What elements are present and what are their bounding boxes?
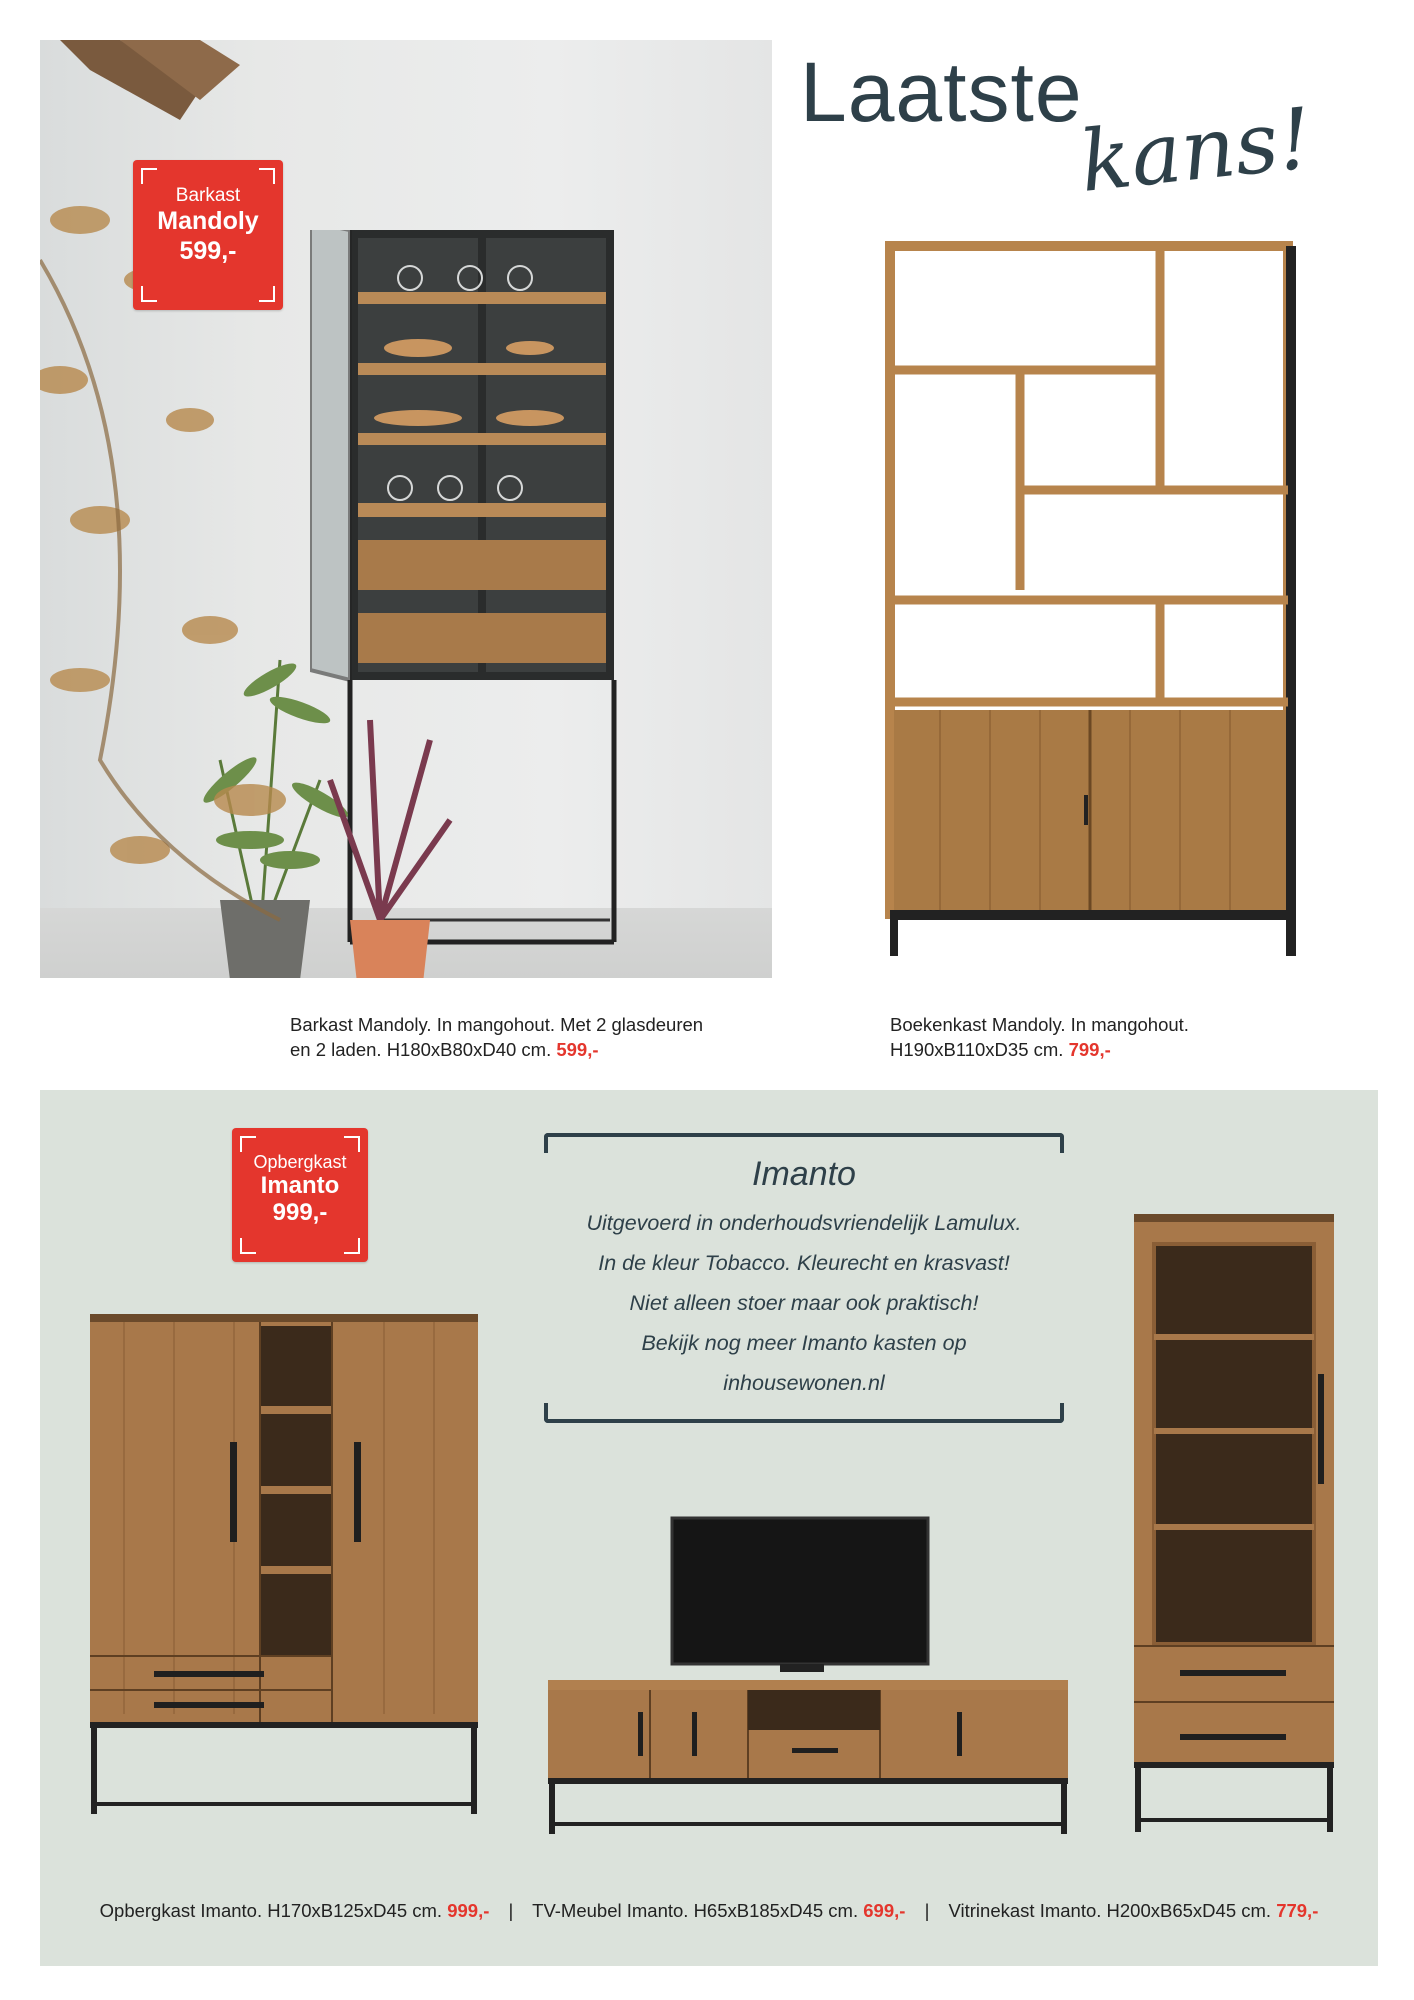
imanto-line: Uitgevoerd in onderhoudsvriendelijk Lamulux.	[586, 1211, 1022, 1235]
imanto-line: inhousewonen.nl	[723, 1371, 885, 1395]
tv-meubel-imanto-image	[540, 1512, 1080, 1842]
caption-separator: |	[924, 1900, 930, 1921]
vitrinekast-imanto-image	[1120, 1214, 1350, 1840]
boekenkast-desc-line1: Boekenkast Mandoly. In mangohout.	[890, 1014, 1189, 1035]
vitrinekast-caption: Vitrinekast Imanto. H200xB65xD45 cm.	[948, 1900, 1272, 1921]
barkast-desc-line1: Barkast Mandoly. In mangohout. Met 2 glasdeuren	[290, 1014, 704, 1035]
boekenkast-desc-line2: H190xB110xD35 cm.	[890, 1039, 1064, 1060]
boekenkast-mandoly-image	[880, 240, 1320, 980]
badge-price: 599,-	[179, 237, 237, 265]
tv-meubel-price: 699,-	[863, 1900, 906, 1921]
imanto-info-box	[544, 1133, 1064, 1423]
barkast-description	[290, 1012, 703, 1062]
barkast-desc-line2: en 2 laden. H180xB80xD40 cm.	[290, 1039, 552, 1060]
badge-type: Opbergkast	[253, 1152, 347, 1172]
imanto-line: In de kleur Tobacco. Kleurecht en krasvast!	[598, 1251, 1010, 1275]
imanto-line: Niet alleen stoer maar ook praktisch!	[629, 1291, 979, 1315]
badge-type: Barkast	[175, 185, 241, 206]
imanto-line: Bekijk nog meer Imanto kasten op	[641, 1331, 967, 1355]
badge-name: Mandoly	[157, 207, 259, 235]
barkast-price: 599,-	[556, 1039, 599, 1060]
badge-name: Imanto	[260, 1172, 340, 1199]
boekenkast-price: 799,-	[1068, 1039, 1111, 1060]
heading-laatste: Laatste	[800, 45, 1083, 139]
imanto-title: Imanto	[752, 1155, 856, 1193]
boekenkast-description	[890, 1012, 1189, 1062]
opbergkast-caption: Opbergkast Imanto. H170xB125xD45 cm.	[99, 1900, 443, 1921]
opbergkast-price: 999,-	[447, 1900, 490, 1921]
opbergkast-imanto-image	[84, 1314, 484, 1834]
bottom-captions	[40, 1900, 1378, 1922]
badge-price: 999,-	[272, 1199, 328, 1226]
price-badge-imanto	[232, 1128, 368, 1262]
tv-meubel-caption: TV-Meubel Imanto. H65xB185xD45 cm.	[532, 1900, 859, 1921]
heading-kans: kans!	[1075, 89, 1317, 211]
imanto-text	[544, 1203, 1064, 1403]
vitrinekast-price: 779,-	[1276, 1900, 1319, 1921]
caption-separator: |	[508, 1900, 514, 1921]
price-badge-mandoly	[133, 160, 283, 310]
